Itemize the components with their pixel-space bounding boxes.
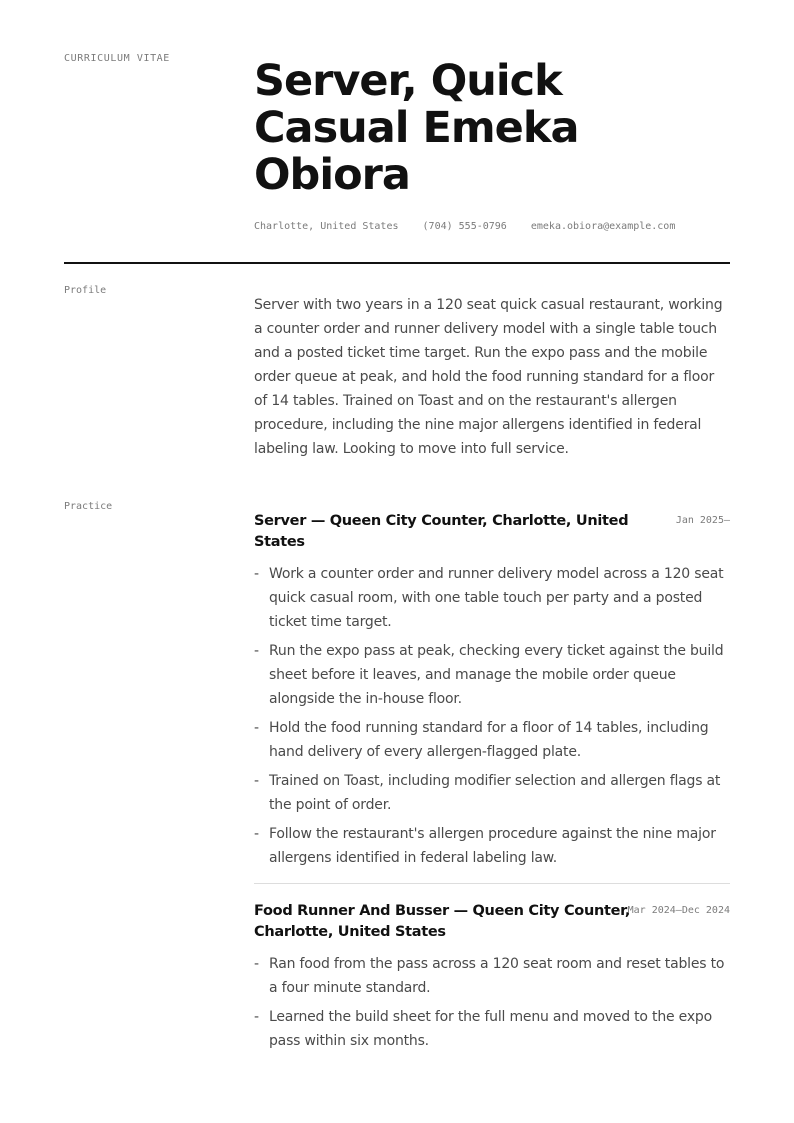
contact-line	[254, 221, 675, 232]
contact-location: Charlotte, United States	[254, 221, 399, 232]
bullet-text: Follow the restaurant's allergen procedure against the nine major allergens identified in federal labeling law.	[269, 826, 716, 866]
job-bullet	[254, 952, 730, 1000]
contact-email: emeka.obiora@example.com	[530, 221, 676, 232]
bullet-dash: -	[254, 720, 259, 736]
job-dates: Jan 2025–	[675, 515, 730, 526]
job-dates: Mar 2024–Dec 2024	[627, 905, 730, 916]
job-bullet	[254, 639, 730, 711]
job-bullet	[254, 769, 730, 817]
profile-section-label: Profile	[64, 285, 107, 296]
experience-entry	[254, 901, 730, 1058]
bullet-text: Work a counter order and runner delivery model across a 120 seat quick casual room, with one table touch per party and a posted ticket time target.	[269, 566, 724, 630]
job-bullet-list	[254, 562, 730, 870]
bullet-text: Ran food from the pass across a 120 seat room and reset tables to a four minute standard.	[269, 956, 725, 996]
bullet-text: Run the expo pass at peak, checking every ticket against the build sheet before it leaves, and manage the mobile order queue alongside the in-house floor.	[269, 643, 724, 707]
bullet-dash: -	[254, 1009, 259, 1025]
job-bullet	[254, 1005, 730, 1053]
practice-section-label: Practice	[64, 501, 113, 512]
experience-entry	[254, 511, 730, 875]
contact-phone: (704) 555-0796	[422, 221, 507, 232]
bullet-text: Trained on Toast, including modifier selection and allergen flags at the point of order.	[269, 773, 721, 813]
job-bullet	[254, 562, 730, 634]
job-title: Food Runner And Busser — Queen City Counter, Charlotte, United States	[254, 903, 631, 940]
bullet-text: Learned the build sheet for the full menu and moved to the expo pass within six months.	[269, 1009, 712, 1049]
job-title: Server — Queen City Counter, Charlotte, United States	[254, 513, 629, 550]
document-eyebrow: CURRICULUM VITAE	[64, 53, 170, 64]
bullet-dash: -	[254, 566, 259, 582]
job-bullet	[254, 822, 730, 870]
profile-summary: Server with two years in a 120 seat quick casual restaurant, working a counter order and runner delivery model with a single table touch and a posted ticket time target. Run the expo pass and the mobile order queue at peak, and hold the food running standard for a floor of 14 tables. Trained on Toast and on the restaurant's allergen procedure, including the nine major allergens identified in federal labeling law. Looking to move into full service.	[254, 297, 723, 457]
experience-header	[254, 511, 730, 553]
experience-header	[254, 901, 730, 943]
bullet-dash: -	[254, 826, 259, 842]
header-divider	[64, 262, 730, 264]
bullet-dash: -	[254, 956, 259, 972]
bullet-dash: -	[254, 643, 259, 659]
candidate-name: Server, Quick Casual Emeka Obiora	[254, 56, 579, 200]
bullet-text: Hold the food running standard for a floor of 14 tables, including hand delivery of every allergen-flagged plate.	[269, 720, 709, 760]
bullet-dash: -	[254, 773, 259, 789]
job-bullet-list	[254, 952, 730, 1053]
entry-divider	[254, 883, 730, 884]
job-bullet	[254, 716, 730, 764]
